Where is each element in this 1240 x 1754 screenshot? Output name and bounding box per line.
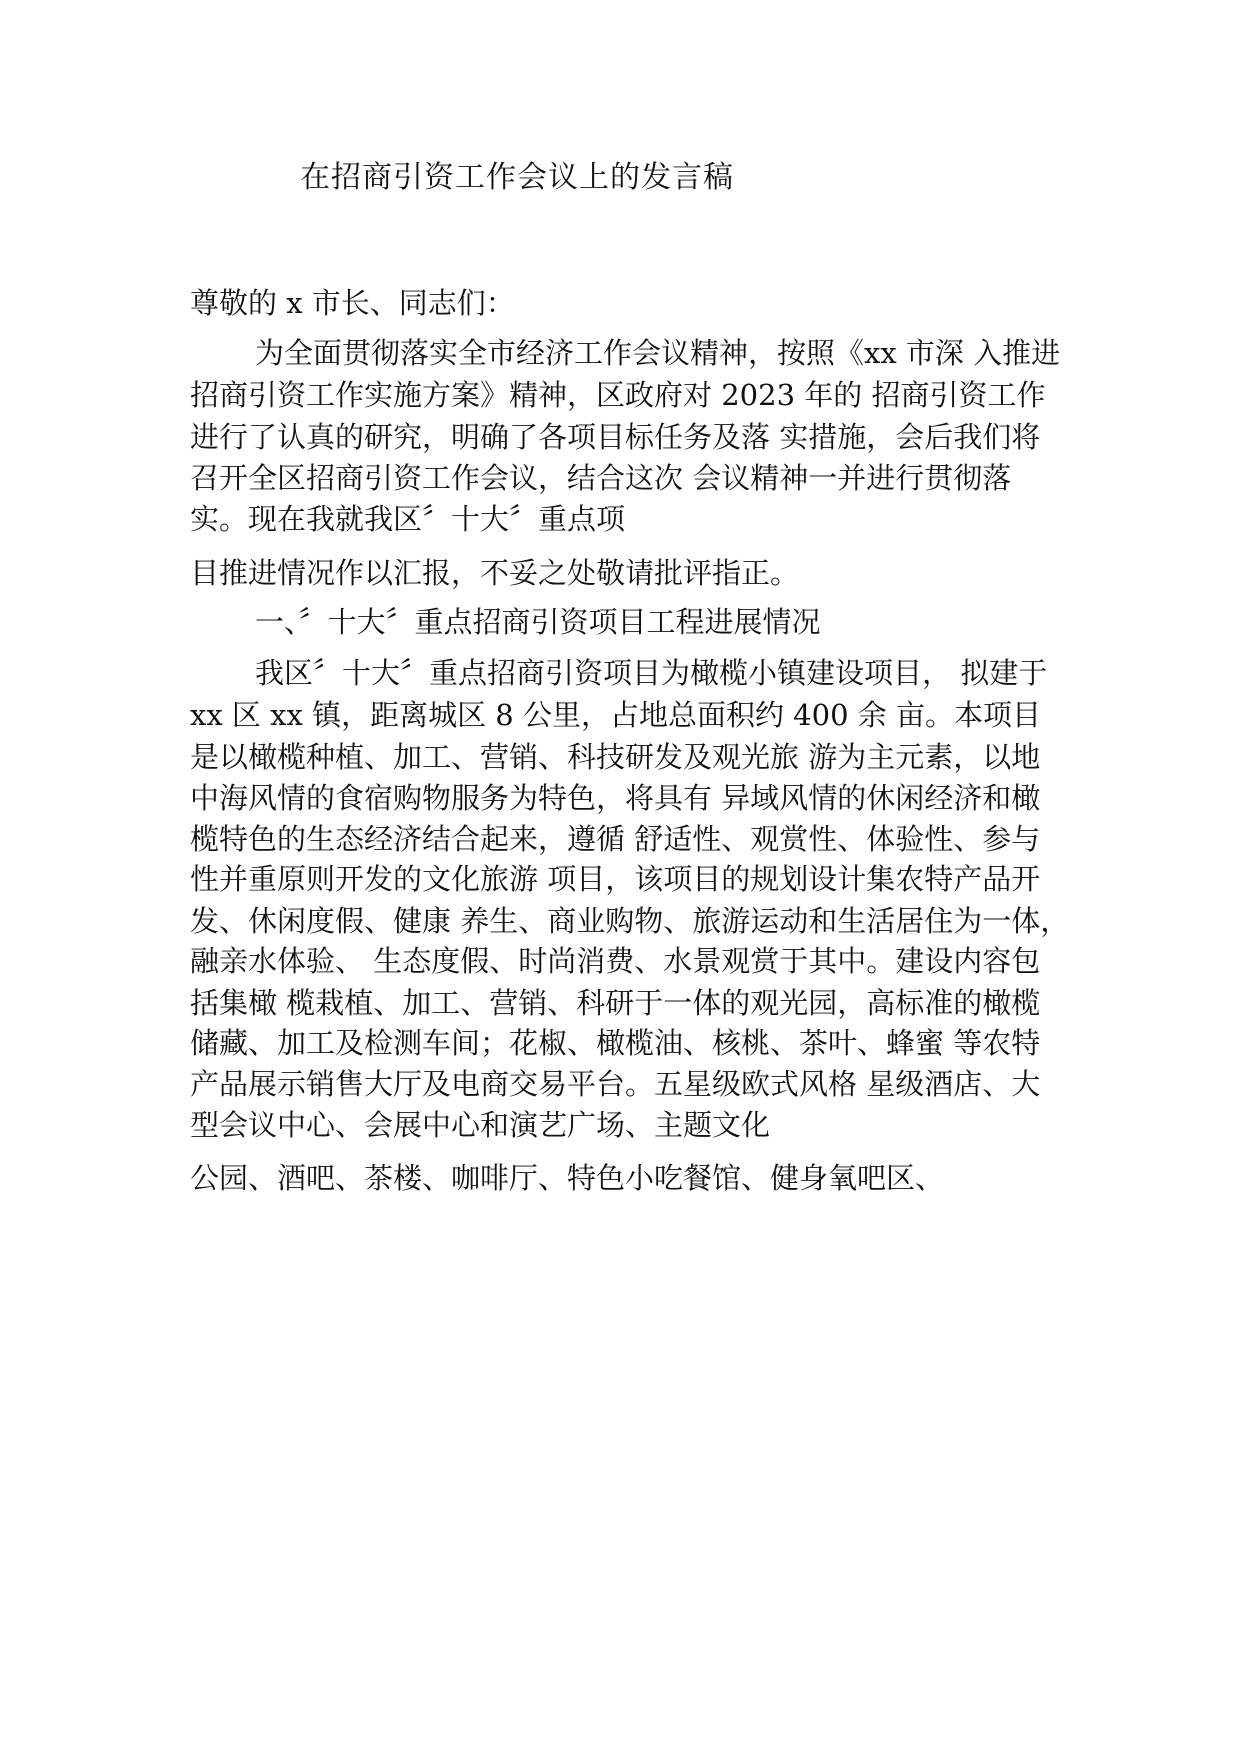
paragraph-line: 中海风情的食宿购物服务为特色，将具有 异域风情的休闲经济和橄 bbox=[190, 781, 1041, 815]
paragraph-line: 型会议中心、会展中心和演艺广场、主题文化 bbox=[190, 1108, 771, 1142]
paragraph-line: 召开全区招商引资工作会议，结合这次 会议精神一并进行贯彻落 bbox=[190, 461, 1012, 495]
paragraph-line: 榄特色的生态经济结合起来，遵循 舒适性、观赏性、体验性、参与 bbox=[190, 822, 1041, 856]
paragraph-line: xx 区 xx 镇，距离城区 8 公里，占地总面积约 400 余 亩。本项目 bbox=[190, 698, 1041, 732]
paragraph-line: 括集橄 榄栽植、加工、营销、科研于一体的观光园，高标准的橄榄 bbox=[190, 986, 1041, 1020]
paragraph-line: 发、休闲度假、健康 养生、商业购物、旅游运动和生活居住为一体， bbox=[190, 904, 1070, 938]
salutation: 尊敬的 x 市长、同志们： bbox=[190, 286, 515, 320]
paragraph-line: 招商引资工作实施方案》精神，区政府对 2023 年的 招商引资工作 bbox=[190, 378, 1046, 412]
section-heading: 一、〞十大〞重点招商引资项目工程进展情况 bbox=[255, 605, 821, 639]
document-title: 在招商引资工作会议上的发言稿 bbox=[300, 160, 734, 195]
paragraph-line: 目推进情况作以汇报，不妥之处敬请批评指正。 bbox=[190, 556, 800, 590]
paragraph-line: 我区〞十大〞重点招商引资项目为橄榄小镇建设项目， 拟建于 bbox=[255, 656, 1048, 690]
paragraph-line: 进行了认真的研究，明确了各项目标任务及落 实措施，会后我们将 bbox=[190, 420, 1041, 454]
paragraph-line: 性并重原则开发的文化旅游 项目，该项目的规划设计集农特产品开 bbox=[190, 862, 1041, 896]
paragraph-line: 融亲水体验、 生态度假、时尚消费、水景观赏于其中。建设内容包 bbox=[190, 944, 1041, 978]
paragraph-line: 公园、酒吧、茶楼、咖啡厅、特色小吃餐馆、健身氧吧区、 bbox=[190, 1161, 945, 1195]
paragraph-line: 实。现在我就我区〞十大〞重点项 bbox=[190, 502, 626, 536]
paragraph-line: 为全面贯彻落实全市经济工作会议精神，按照《xx 市深 入推进 bbox=[255, 336, 1061, 370]
paragraph-line: 产品展示销售大厅及电商交易平台。五星级欧式风格 星级酒店、大 bbox=[190, 1067, 1041, 1101]
paragraph-line: 储藏、加工及检测车间；花椒、橄榄油、核桃、茶叶、蜂蜜 等农特 bbox=[190, 1026, 1041, 1060]
paragraph-line: 是以橄榄种植、加工、营销、科技研发及观光旅 游为主元素，以地 bbox=[190, 740, 1041, 774]
